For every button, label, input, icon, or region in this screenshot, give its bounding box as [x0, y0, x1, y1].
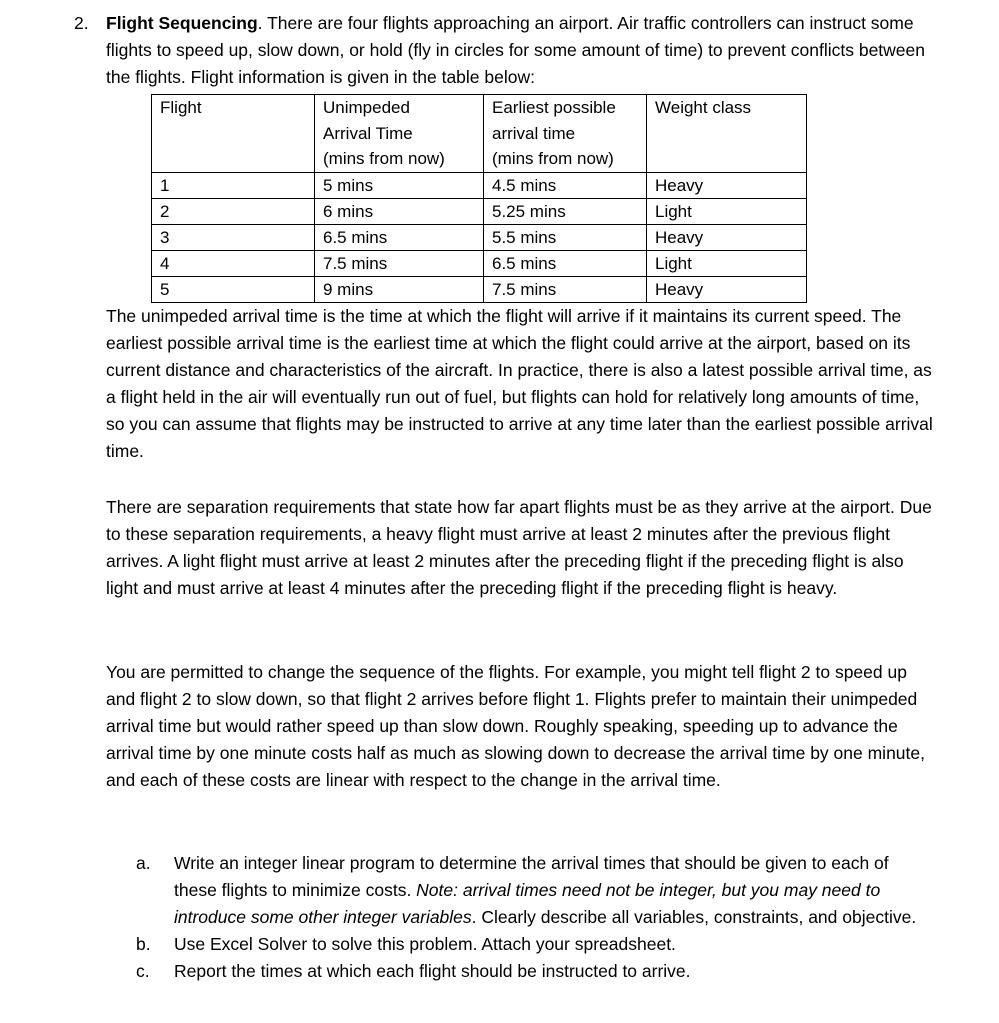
cell-unimpeded: 6 mins [315, 198, 484, 224]
sub-question-text-end: . Clearly describe all variables, constraints, and objective. [471, 907, 917, 927]
table-row [152, 172, 807, 198]
question-number: 2. [74, 13, 89, 33]
sub-question-c [136, 958, 936, 985]
cell-weight: Heavy [647, 276, 807, 302]
sub-question-label: a. [136, 853, 151, 873]
cell-earliest: 4.5 mins [484, 172, 647, 198]
sub-question-text: Write an integer linear program to determine the arrival times that should be given to each of these flights to minimize costs. [174, 853, 889, 900]
cell-unimpeded: 7.5 mins [315, 250, 484, 276]
cell-unimpeded: 5 mins [315, 172, 484, 198]
table-header-row [152, 95, 807, 173]
header-earliest-arrival: Earliest possible arrival time (mins from now) [484, 95, 647, 173]
cell-flight: 4 [152, 250, 315, 276]
header-flight: Flight [152, 95, 315, 173]
paragraph-separation: There are separation requirements that state how far apart flights must be as they arrive at the airport. Due to these separation requirements, a heavy flight must arrive at least 2 minutes after the previous flight arrives. A light flight must arrive at least 2 minutes after the preceding flight if the preceding flight is also light and must arrive at least 4 minutes after the preceding flight if the preceding flight is heavy. [106, 497, 932, 598]
question-intro [106, 10, 936, 91]
cell-earliest: 6.5 mins [484, 250, 647, 276]
paragraph-arrival-times: The unimpeded arrival time is the time at which the flight will arrive if it maintains its current speed. The earliest possible arrival time is the earliest time at which the flight could arrive at the airport, based on its current distance and characteristics of the aircraft. In practice, there is also a latest possible arrival time, as a flight held in the air will eventually run out of fuel, but flights can hold for relatively long amounts of time, so you can assume that flights may be instructed to arrive at any time later than the earliest possible arrival time. [106, 306, 933, 461]
question-title: Flight Sequencing [106, 13, 258, 33]
header-weight-class: Weight class [647, 95, 807, 173]
sub-question-label: b. [136, 934, 151, 954]
table-row [152, 276, 807, 302]
cell-flight: 3 [152, 224, 315, 250]
cell-weight: Heavy [647, 224, 807, 250]
cell-earliest: 7.5 mins [484, 276, 647, 302]
header-unimpeded-arrival: Unimpeded Arrival Time (mins from now) [315, 95, 484, 173]
sub-question-b [136, 931, 936, 958]
cell-unimpeded: 6.5 mins [315, 224, 484, 250]
table-row [152, 250, 807, 276]
cell-weight: Light [647, 198, 807, 224]
table-row [152, 224, 807, 250]
cell-earliest: 5.5 mins [484, 224, 647, 250]
cell-unimpeded: 9 mins [315, 276, 484, 302]
sub-question-a [136, 850, 936, 931]
cell-earliest: 5.25 mins [484, 198, 647, 224]
cell-weight: Heavy [647, 172, 807, 198]
sub-question-text: Use Excel Solver to solve this problem. Attach your spreadsheet. [174, 934, 676, 954]
cell-flight: 1 [152, 172, 315, 198]
sub-question-text: Report the times at which each flight should be instructed to arrive. [174, 961, 691, 981]
cell-flight: 2 [152, 198, 315, 224]
cell-weight: Light [647, 250, 807, 276]
table-row [152, 198, 807, 224]
sub-questions [136, 850, 936, 985]
flight-info-table [151, 94, 807, 303]
sub-question-label: c. [136, 961, 150, 981]
sub-question-note: Note: arrival times need not be integer, but you may need to introduce some other integer variables [174, 880, 881, 927]
paragraph-sequence-costs: You are permitted to change the sequence of the flights. For example, you might tell flight 2 to speed up and flight 2 to slow down, so that flight 2 arrives before flight 1. Flights prefer to maintain their unimpeded arrival time but would rather speed up than slow down. Roughly speaking, speeding up to advance the arrival time by one minute costs half as much as slowing down to decrease the arrival time by one minute, and each of these costs are linear with respect to the change in the arrival time. [106, 662, 925, 790]
cell-flight: 5 [152, 276, 315, 302]
question-intro-text: . There are four flights approaching an airport. Air traffic controllers can instruct some flights to speed up, slow down, or hold (fly in circles for some amount of time) to prevent conflicts between the flights. Flight information is given in the table below: [106, 13, 925, 87]
